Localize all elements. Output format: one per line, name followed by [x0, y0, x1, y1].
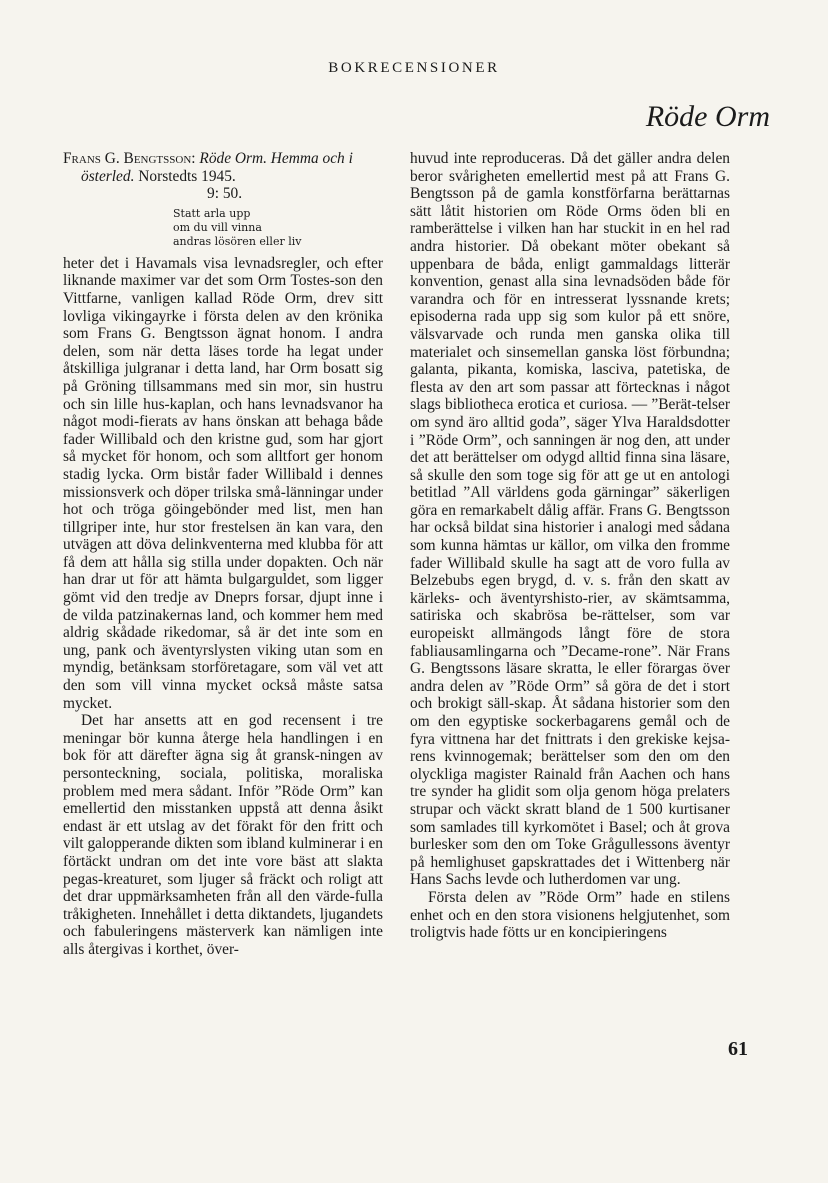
book-publisher: Norstedts 1945. — [138, 167, 236, 185]
motto-line: andras lösören eller liv — [173, 234, 302, 248]
page-number: 61 — [728, 1038, 748, 1060]
body-paragraph: Det har ansetts att en god recensent i tre meningar bör kunna återge hela handlingen i en bok för att därefter ägna sig åt gransk-ningen av personteckning, sociala, politiska, moraliska problem med mera sådant. Inför ”Röde Orm” kan emellertid den misstanken uppstå att denna åsikt endast är ett utslag av det förakt för den fritt och vilt galopperande dikten som ibland kulminerar i en förtäckt undran om det inte vore bäst att slakta pegas-kreaturet, som ljuger så fräckt och roligt att det drar uppmärksamheten från all den värde-fulla tråkigheten. Innehållet i detta diktandets, ljugandets och fabuleringens mästerverk kan nämligen inte alls återgivas i korthet, över- — [63, 712, 383, 958]
book-author: Frans G. Bengtsson: — [63, 150, 196, 167]
body-paragraph: Första delen av ”Röde Orm” hade en stilens enhet och en den stora visionens helgjutenhet, som troligtvis hade fötts ur en koncipieringens — [410, 888, 730, 942]
motto-line: om du vill vinna — [173, 220, 262, 234]
review-title: Röde Orm — [645, 100, 770, 133]
book-price: 9: 50. — [207, 185, 243, 203]
body-paragraph: heter det i Havamals visa levnadsregler, och efter liknande maximer var det som Orm Tostes-son den Vittfarne, vanligen kallad Röde Orm, drev sitt lovliga vikingayrke i första delen av den krönika som Frans G. Bengtsson ägnat honom. I andra delen, som när detta läses torde ha legat under åtskilliga julgranar i detta land, har Orm bosatt sig på Gröning tillsammans med sin mor, sin hustru och sin lille hus-kaplan, och hans levnadsvanor ha något modi-fierats av hans önskan att behaga både fader Willibald och den kristne gud, som har gjort så mycket för honom, och som alltfort ger honom stadig lycka. Orm bistår fader Willibald i dennes missionsverk och döper trilska små-länningar under hot och tröga göingebönder med list, men han tillgriper inte, hur stor frestelsen än kan vara, den utvägen att döva delinkventerna med klubba för att få dem att hålla sig stilla under dopakten. Och när han drar ut för att hämta bulgarguldet, som ligger gömt vid den tredje av Dneprs forsar, djupt inne i de vilda patzinakernas land, och kommer hem med aldrig skådade rikedomar, så är det inte som en ung, pank och äventyrslysten viking utan som en myndig, betänksam storföretagare, som väl vet att den som vill vinna mycket också måste satsa mycket. — [63, 254, 383, 712]
body-paragraph: huvud inte reproduceras. Då det gäller andra delen beror svårigheten emellertid mest på att Frans G. Bengtsson på de gamla konstförfarna berättarnas sätt låtit historien om Röde Orms öden bli en ramberättelse i vilken han har stuckit in en hel rad andra historier. Då obekant möter obekant så uppenbara de båda, enligt gammaldags litterär konvention, genast alla sina levnadsöden både för varandra och för en intresserat lyssnande krets; episoderna rada upp sig som kulor på ett snöre, välsvarvade och runda men ganska olika till materialet och sinsemellan ganska löst förbundna; galanta, pikanta, komiska, lasciva, patetiska, de flesta av den art som passar att förtecknas i något slags bibliotheca erotica et curiosa. — ”Berät-telser om synd äro alltid goda”, säger Ylva Haraldsdotter i ”Röde Orm”, och sanningen är nog den, att under det att berättelser om odygd alltid finna sina läsare, så skulle den som toge sig för att ge ut en antologi betitlad ”All världens goda gärningar” säkerligen göra en remarkabelt dålig affär. Frans G. Bengtsson har också bildat sina historier i analogi med sådana som kunna hämtas ur källor, om vilka den fromme fader Willibald skulle ha sagt att de voro fulla av Belzebubs egen brygd, d. v. s. från den skatt av kärleks- och äventyrshisto-rier, av skämtsamma, satiriska och skabrösa be-rättelser, som var europeiskt allmängods långt före de stora fabliausamlingarna och ”Decame-rone”. När Frans G. Bengtssons läsare skratta, le eller förargas över andra delen av ”Röde Orm” så göra de det i stort och brokigt säll-skap. Åt sådana historier som den om den egyptiske sockerbagarens gemål och de fyra vittnena har det fnittrats i den grekiske kejsa-rens kvinnogemak; berättelser som den om den olyckliga magister Rainald från Aachen och hans tre synder ha glidit som olja genom höga prelaters strupar och väckt skratt bland de 1 500 kurtisaner som samlades till kyrkomötet i Basel; och åt grova burlesker som den om Toke Grågullessons äventyr på hemlighuset gapskrattades det i Wittenberg när Hans Sachs levde och lutherdomen var ung. — [410, 150, 730, 889]
motto — [173, 207, 383, 249]
right-column — [410, 150, 730, 942]
left-column — [63, 150, 383, 959]
bibliographic-entry — [63, 150, 383, 185]
book-title: Röde Orm. Hemma och i österled. — [81, 150, 353, 185]
motto-line: Statt arla upp — [173, 206, 251, 220]
section-header: BOKRECENSIONER — [328, 60, 500, 76]
